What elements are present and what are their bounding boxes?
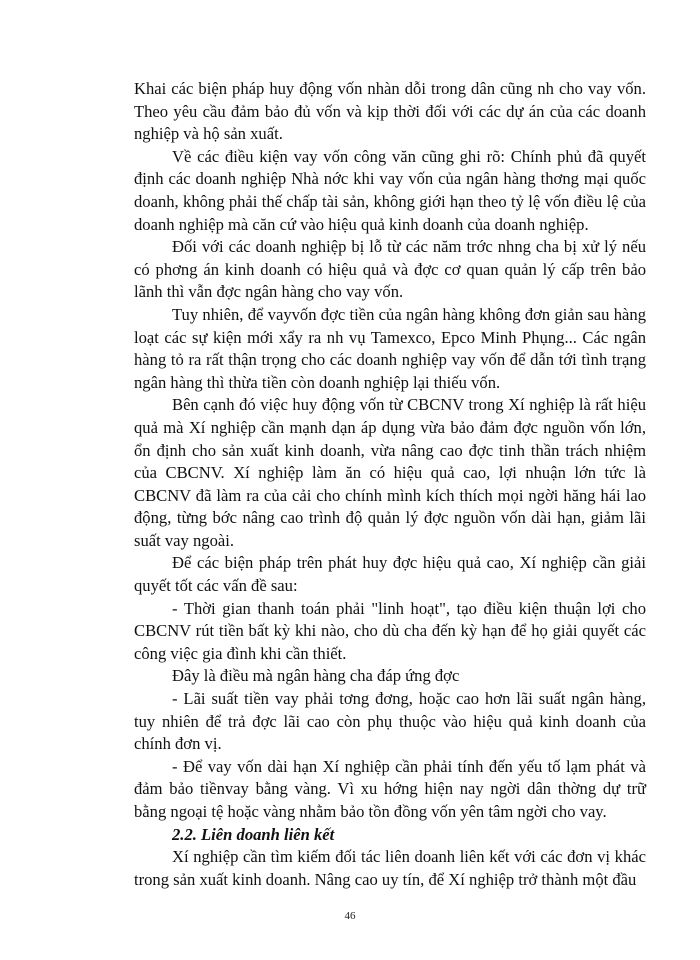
paragraph-issues-intro: Để các biện pháp trên phát huy đợc hiệu quả cao, Xí nghiệp cần giải quyết tốt các vấn đề sau: [134,553,646,596]
paragraph-bank-caution: Tuy nhiên, để vayvốn đợc tiền của ngân hàng không đơn giản sau hàng loạt các sự kiện mới xẩy ra nh vụ Tamexco, Epco Minh Phụng... Các ngân hàng tỏ ra rất thận trọng cho các doanh nghiệp vay vốn để dẫn tới tình trạng ngân hàng thì thừa tiền còn doanh nghiệp lại thiếu vốn. [134,304,646,392]
bullet-interest-rate: - Lãi suất tiền vay phải tơng đơng, hoặc cao hơn lãi suất ngân hàng, tuy nhiên để trả đợc lãi cao còn phụ thuộc vào hiệu quả kinh doanh của chính đơn vị. [134,689,646,754]
paragraph-loss-making-enterprises: Đối với các doanh nghiệp bị lỗ từ các năm trớc nhng cha bị xử lý nếu có phơng án kinh doanh có hiệu quả và đợc cơ quan quản lý cấp trên bảo lãnh thì vẫn đợc ngân hàng cho vay vốn. [134,237,646,302]
paragraph-joint-venture: Xí nghiệp cần tìm kiếm đối tác liên doanh liên kết với các đơn vị khác trong sản xuất kinh doanh. Nâng cao uy tín, để Xí nghiệp trở thành một đầu [134,847,646,889]
paragraph-loan-conditions: Về các điều kiện vay vốn công văn cũng ghi rõ: Chính phủ đã quyết định các doanh nghiệp Nhà nớc khi vay vốn của ngân hàng thơng mại quốc doanh, không phải thế chấp tài sản, không giới hạn theo tỷ lệ vốn điều lệ của doanh nghiệp mà căn cứ vào hiệu quả kinh doanh của doanh nghiệp. [134,146,646,234]
bullet-long-term-loans: - Để vay vốn dài hạn Xí nghiệp cần phải tính đến yếu tố lạm phát và đảm bảo tiềnvay bằng vàng. Vì xu hớng hiện nay ngời dân thờng dự trữ bằng ngoại tệ hoặc vàng nhằm bảo tồn đồng vốn yên tâm ngời cho vay. [134,756,646,821]
paragraph-continuation: Khai các biện pháp huy động vốn nhàn dỗi trong dân cũng nh cho vay vốn. Theo yêu cầu đảm bảo đủ vốn và kịp thời đối với các dự án của các doanh nghiệp và hộ sản xuất. [134,79,646,144]
paragraph-bank-limitation: Đây là điều mà ngân hàng cha đáp ứng đợc [172,666,460,686]
page-number: 46 [344,910,356,922]
bullet-payment-flexibility: - Thời gian thanh toán phải "linh hoạt", tạo điều kiện thuận lợi cho CBCNV rút tiền bất kỳ khi nào, cho dù cha đến kỳ hạn để họ giải quyết các công việc gia đình khi cần thiết. [134,598,646,663]
page-body [134,78,646,891]
paragraph-employee-capital: Bên cạnh đó việc huy động vốn từ CBCNV trong Xí nghiệp là rất hiệu quả mà Xí nghiệp cần mạnh dạn áp dụng vừa bảo đảm đợc nguồn vốn lớn, ổn định cho sản xuất kinh doanh, vừa nâng cao đợc tinh thần trách nhiệm của CBCNV. Xí nghiệp làm ăn có hiệu quả cao, lợi nhuận lớn tức là CBCNV đã làm ra của cải cho chính mình kích thích mọi ngời hăng hái lao động, từng bớc nâng cao trình độ quản lý đợc nguồn vốn dài hạn, giảm lãi suất vay ngoài. [134,395,646,550]
section-heading: 2.2. Liên doanh liên kết [172,824,335,844]
